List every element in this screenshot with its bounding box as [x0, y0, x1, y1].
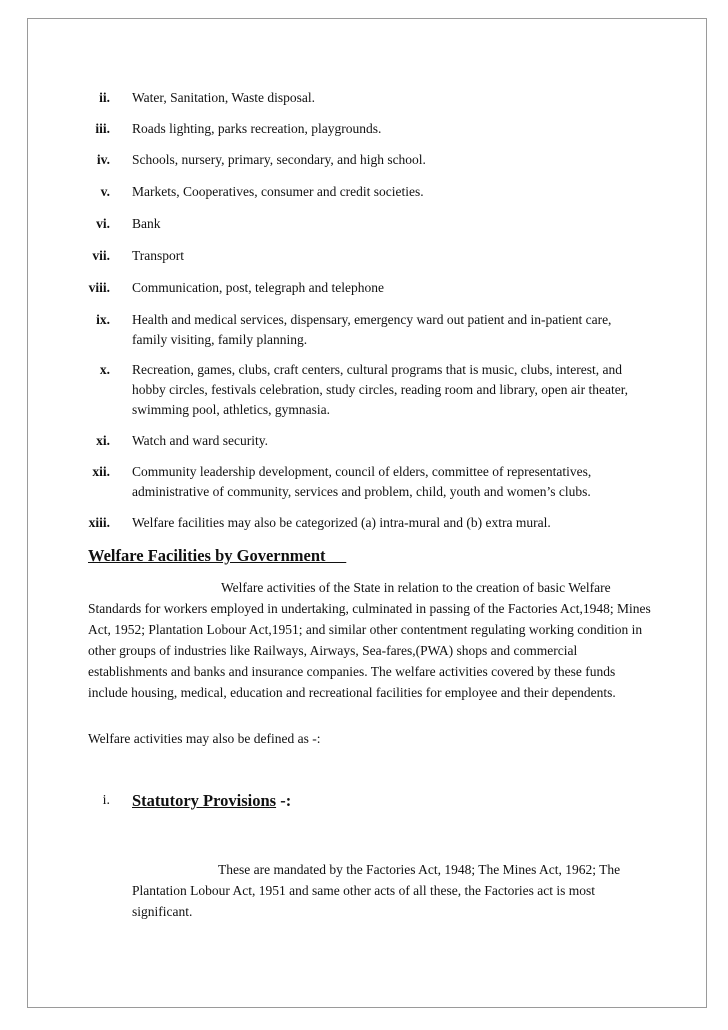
list-number: xii.: [92, 464, 110, 479]
list-number: xiii.: [88, 515, 110, 530]
list-item-text: Markets, Cooperatives, consumer and credit societies.: [132, 184, 424, 199]
list-number: ix.: [96, 312, 110, 327]
list-number: v.: [100, 184, 110, 199]
list-number: vi.: [96, 216, 110, 231]
list-item-text: Recreation, games, clubs, craft centers, cultural programs that is music, clubs, interest, and hobby circles, festivals celebration, study circles, reading room and library, open air theater, swimming pool, athletics, gymnasia.: [132, 362, 629, 417]
list-number: vii.: [92, 248, 110, 263]
list-number: xi.: [96, 433, 110, 448]
list-item-text: Schools, nursery, primary, secondary, and high school.: [132, 152, 426, 167]
list-item-text: Health and medical services, dispensary, emergency ward out patient and in-patient care, family visiting, family planning.: [132, 312, 612, 347]
list-number: iii.: [95, 121, 110, 136]
list-item-text: Community leadership development, council of elders, committee of representatives, administrative of community, services and problem, child, youth and women’s clubs.: [132, 464, 592, 499]
statutory-heading: Statutory Provisions -:: [132, 791, 292, 810]
sub-number: i.: [102, 793, 110, 808]
defined-line: Welfare activities may also be defined as -:: [88, 731, 321, 746]
list-item-text: Roads lighting, parks recreation, playgrounds.: [132, 121, 382, 136]
list-number: iv.: [96, 152, 110, 167]
section-heading: Welfare Facilities by Government: [88, 546, 326, 565]
list-item-text: Communication, post, telegraph and telephone: [132, 280, 384, 295]
section-paragraph: Welfare activities of the State in relation to the creation of basic Welfare Standards for workers employed in undertaking, culminated in passing of the Factories Act,1948; Mines Act, 1952; Plantation Lobour Act,1951; and similar other contentment regulating working condition in other groups of industries like Railways, Airways, Sea-fares,(PWA) shops and commercial establishments and banks and insurance companies. The welfare activities covered by these funds include housing, medical, education and recreational facilities for employee and their dependents.: [88, 580, 651, 700]
statutory-paragraph: These are mandated by the Factories Act, 1948; The Mines Act, 1962; The Plantation Lobour Act, 1951 and same other acts of all these, the Factories act is most significant.: [132, 862, 621, 919]
list-number: ii.: [99, 90, 110, 105]
list-item-text: Transport: [132, 248, 185, 263]
list-item-text: Bank: [132, 216, 161, 231]
list-number: x.: [99, 362, 110, 377]
list-item-text: Watch and ward security.: [132, 433, 268, 448]
list-item-text: Welfare facilities may also be categorized (a) intra-mural and (b) extra mural.: [132, 515, 551, 530]
list-item-text: Water, Sanitation, Waste disposal.: [132, 90, 316, 105]
list-number: viii.: [88, 280, 110, 295]
